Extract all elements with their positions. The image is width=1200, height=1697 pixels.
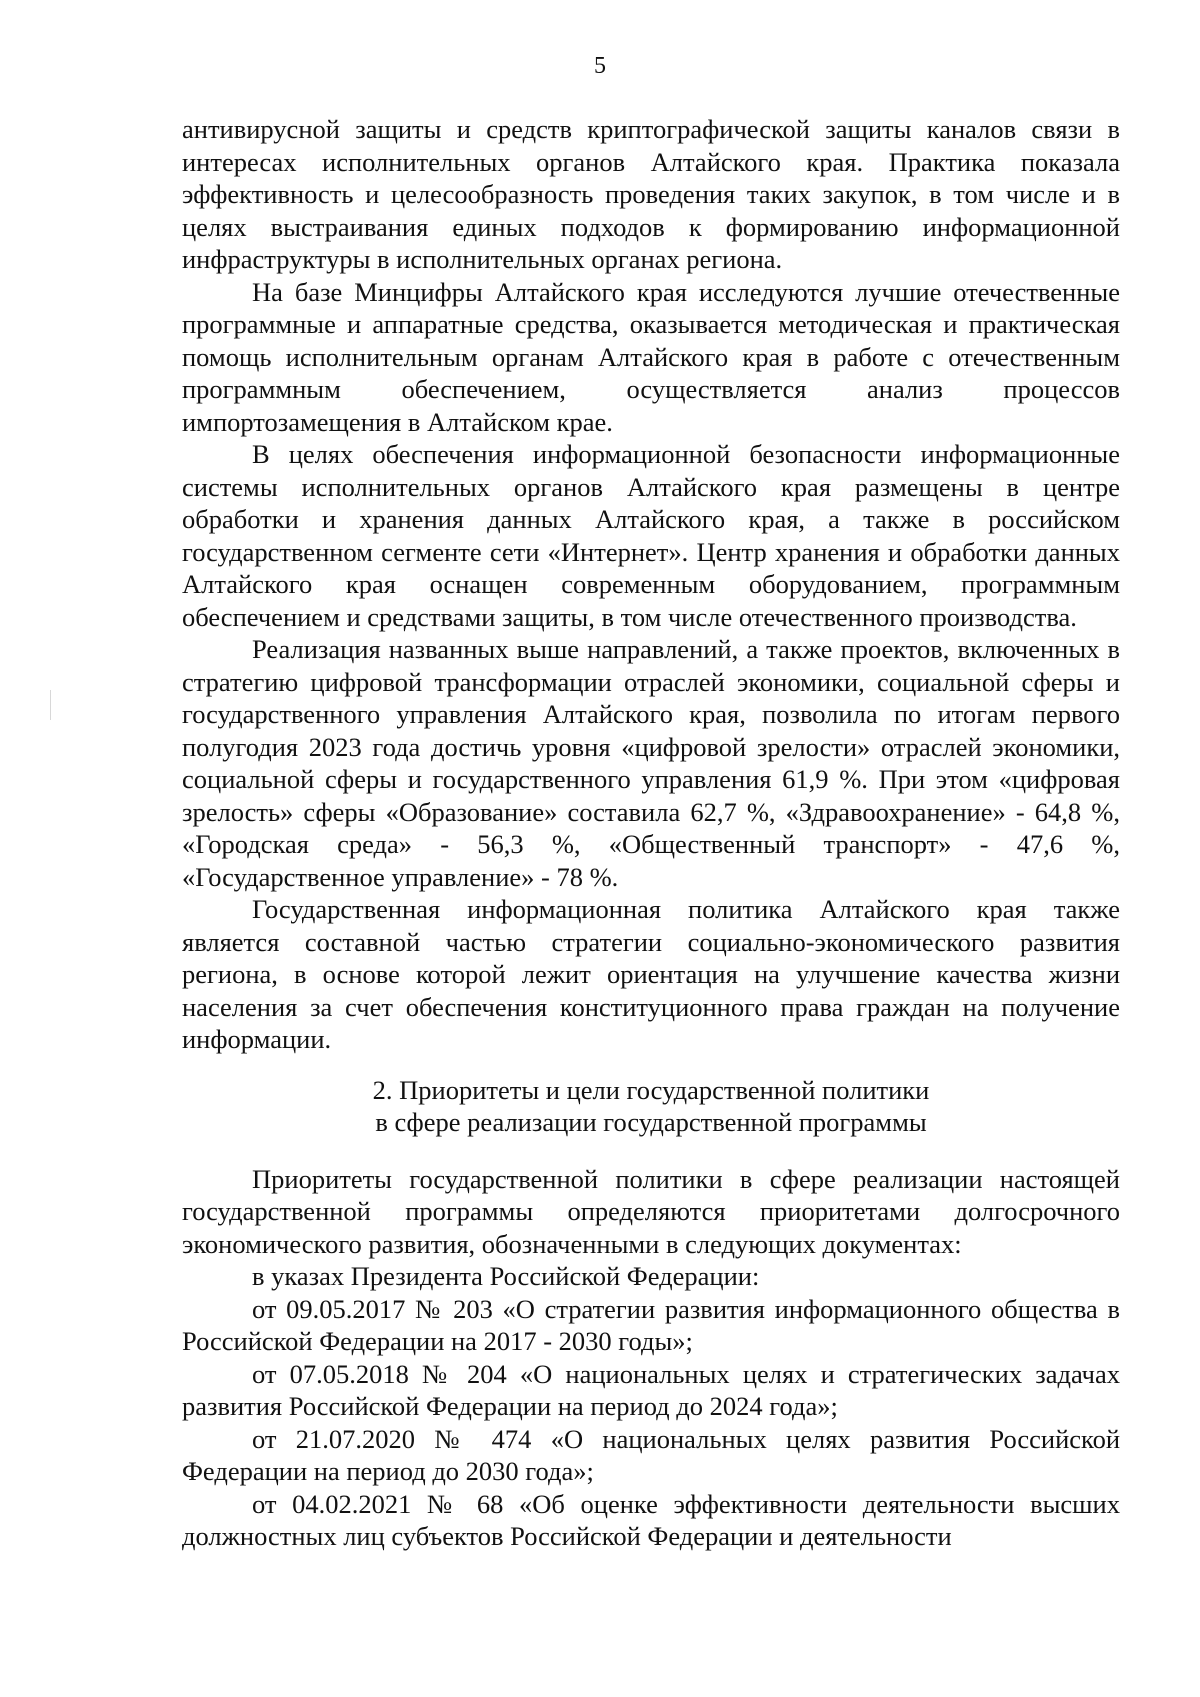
paragraph-digital-maturity: Реализация названных выше направлений, а также проектов, включенных в стратегию цифровой трансформации отраслей экономики, социальной сферы и государственного управления Алтайского края, позволила по итогам первого полугодия 2023 года достичь уровня «цифровой зрелости» отраслей экономики, социальной сферы и государственного управления 61,9 %. При этом «цифровая зрелость» сферы «Образование» составила 62,7 %, «Здравоохранение» - 64,8 %, «Городская среда» - 56,3 %, «Общественный транспорт» - 47,6 %, «Государственное управление» - 78 %. (182, 634, 1120, 892)
paragraph-information-security: В целях обеспечения информационной безопасности информационные системы исполнительных органов Алтайского края размещены в центре обработки и хранения данных Алтайского края, а также в российском государственном сегменте сети «Интернет». Центр хранения и обработки данных Алтайского края оснащен современным оборудованием, программным обеспечением и средствами защиты, в том числе отечественного производства. (182, 439, 1120, 632)
paragraph-minciphry: На базе Минцифры Алтайского края исследуются лучшие отечественные программные и аппаратные средства, оказывается методическая и практическая помощь исполнительным органам Алтайского края в работе с отечественным программным обеспечением, осуществляется анализ процессов импортозамещения в Алтайском крае. (182, 276, 1120, 437)
list-item-decree-204: от 07.05.2018 № 204 «О национальных целях и стратегических задачах развития Российской Федерации на период до 2024 года»; (182, 1358, 1120, 1421)
paragraph-presidential-decrees: в указах Президента Российской Федерации: (252, 1261, 760, 1291)
paragraph-information-policy: Государственная информационная политика Алтайского края также является составной частью стратегии социально-экономического развития региона, в основе которой лежит ориентация на улучшение качества жизни населения за счет обеспечения конституционного права граждан на получение информации. (182, 894, 1120, 1054)
paragraph-priorities: Приоритеты государственной политики в сфере реализации настоящей государственной программы определяются приоритетами долгосрочного экономического развития, обозначенными в следующих документах: (182, 1163, 1120, 1259)
section-heading-line-2: в сфере реализации государственной программы (375, 1107, 927, 1137)
page-number: 5 (594, 53, 606, 79)
paragraph-continuation: антивирусной защиты и средств криптографической защиты каналов связи в интересах исполнительных органов Алтайского края. Практика показала эффективность и целесообразность проведения таких закупок, в том числе и в целях выстраивания единых подходов к формированию информационной инфраструктуры в исполнительных органах региона. (182, 114, 1120, 274)
list-item-decree-474: от 21.07.2020 № 474 «О национальных целях развития Российской Федерации на период до 2030 года»; (182, 1423, 1120, 1486)
document-body (182, 113, 1120, 1553)
list-item-decree-203: от 09.05.2017 № 203 «О стратегии развития информационного общества в Российской Федерации на 2017 - 2030 годы»; (182, 1293, 1120, 1356)
section-heading-line-1: 2. Приоритеты и цели государственной политики (372, 1074, 930, 1105)
section-heading (182, 1074, 1120, 1139)
scan-margin-mark (50, 690, 51, 720)
list-item-decree-68: от 04.02.2021 № 68 «Об оценке эффективности деятельности высших должностных лиц субъектов Российской Федерации и деятельности (182, 1488, 1120, 1551)
